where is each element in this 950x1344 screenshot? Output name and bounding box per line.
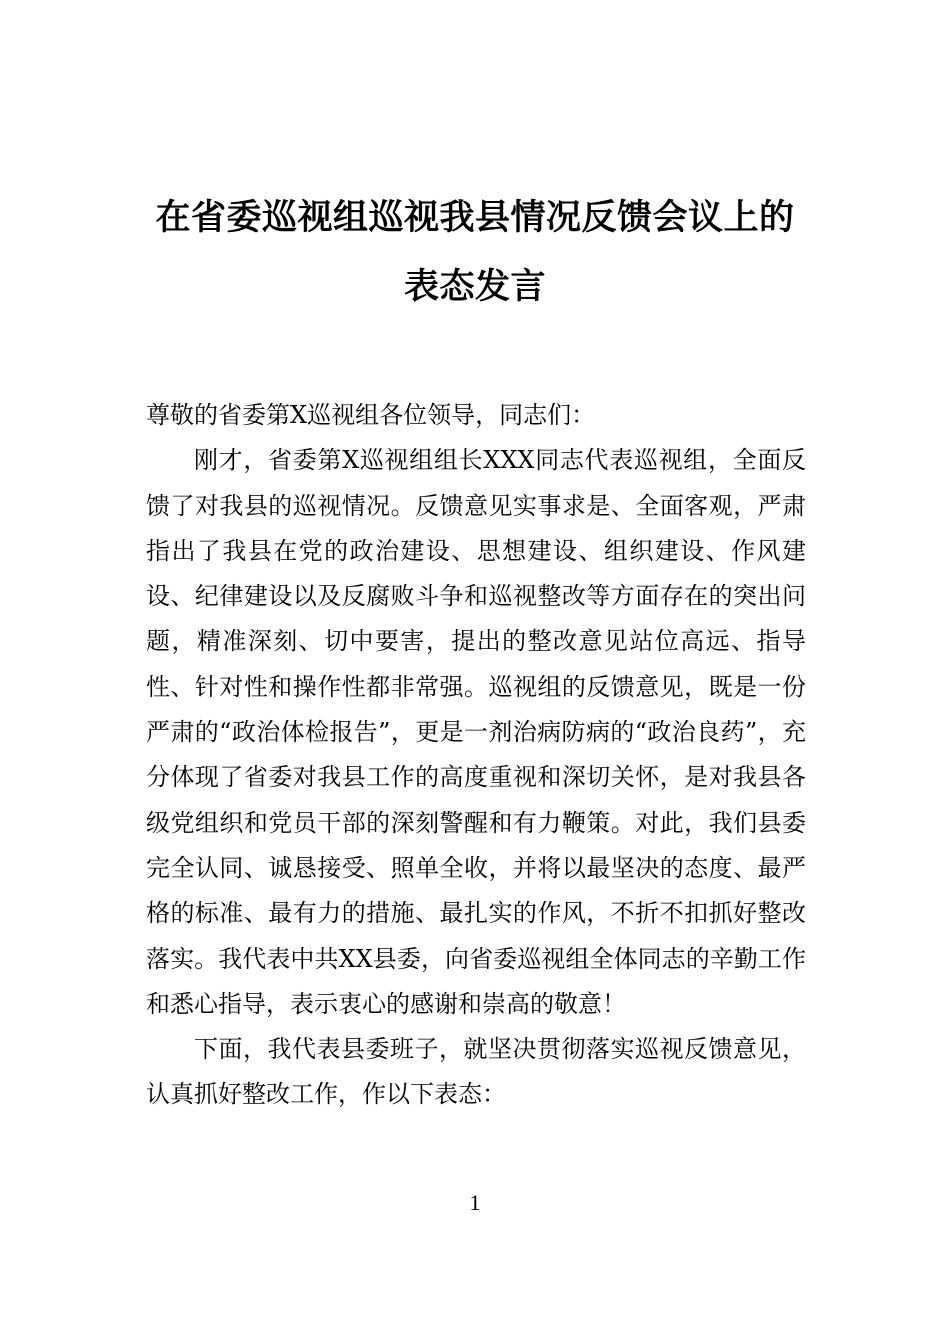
body-paragraph-1: 刚才，省委第X巡视组组长XXX同志代表巡视组，全面反馈了对我县的巡视情况。反馈意见实事求是、全面客观，严肃指出了我县在党的政治建设、思想建设、组织建设、作风建设、纪律建设以及反腐败斗争和巡视整改等方面存在的突出问题，精准深刻、切中要害，提出的整改意见站位高远、指导性、针对性和操作性都非常强。巡视组的反馈意见，既是一份严肃的“政治体检报告”，更是一剂治病防病的“政治良药”，充分体现了省委对我县工作的高度重视和深切关怀，是对我县各级党组织和党员干部的深刻警醒和有力鞭策。对此，我们县委完全认同、诚恳接受、照单全收，并将以最坚决的态度、最严格的标准、最有力的措施、最扎实的作风，不折不扣抓好整改落实。我代表中共XX县委，向省委巡视组全体同志的辛勤工作和悉心指导，表示衷心的感谢和崇高的敬意！ <box>146 446 806 1018</box>
salutation: 尊敬的省委第X巡视组各位领导，同志们： <box>146 401 596 429</box>
document-title-line-2: 表态发言 <box>403 266 546 307</box>
body-paragraph-2: 下面，我代表县委班子，就坚决贯彻落实巡视反馈意见，认真抓好整改工作，作以下表态： <box>146 1035 806 1109</box>
document-body <box>146 393 806 1118</box>
page-number: 1 <box>469 1190 481 1215</box>
document-title-line-1: 在省委巡视组巡视我县情况反馈会议上的 <box>155 197 795 238</box>
